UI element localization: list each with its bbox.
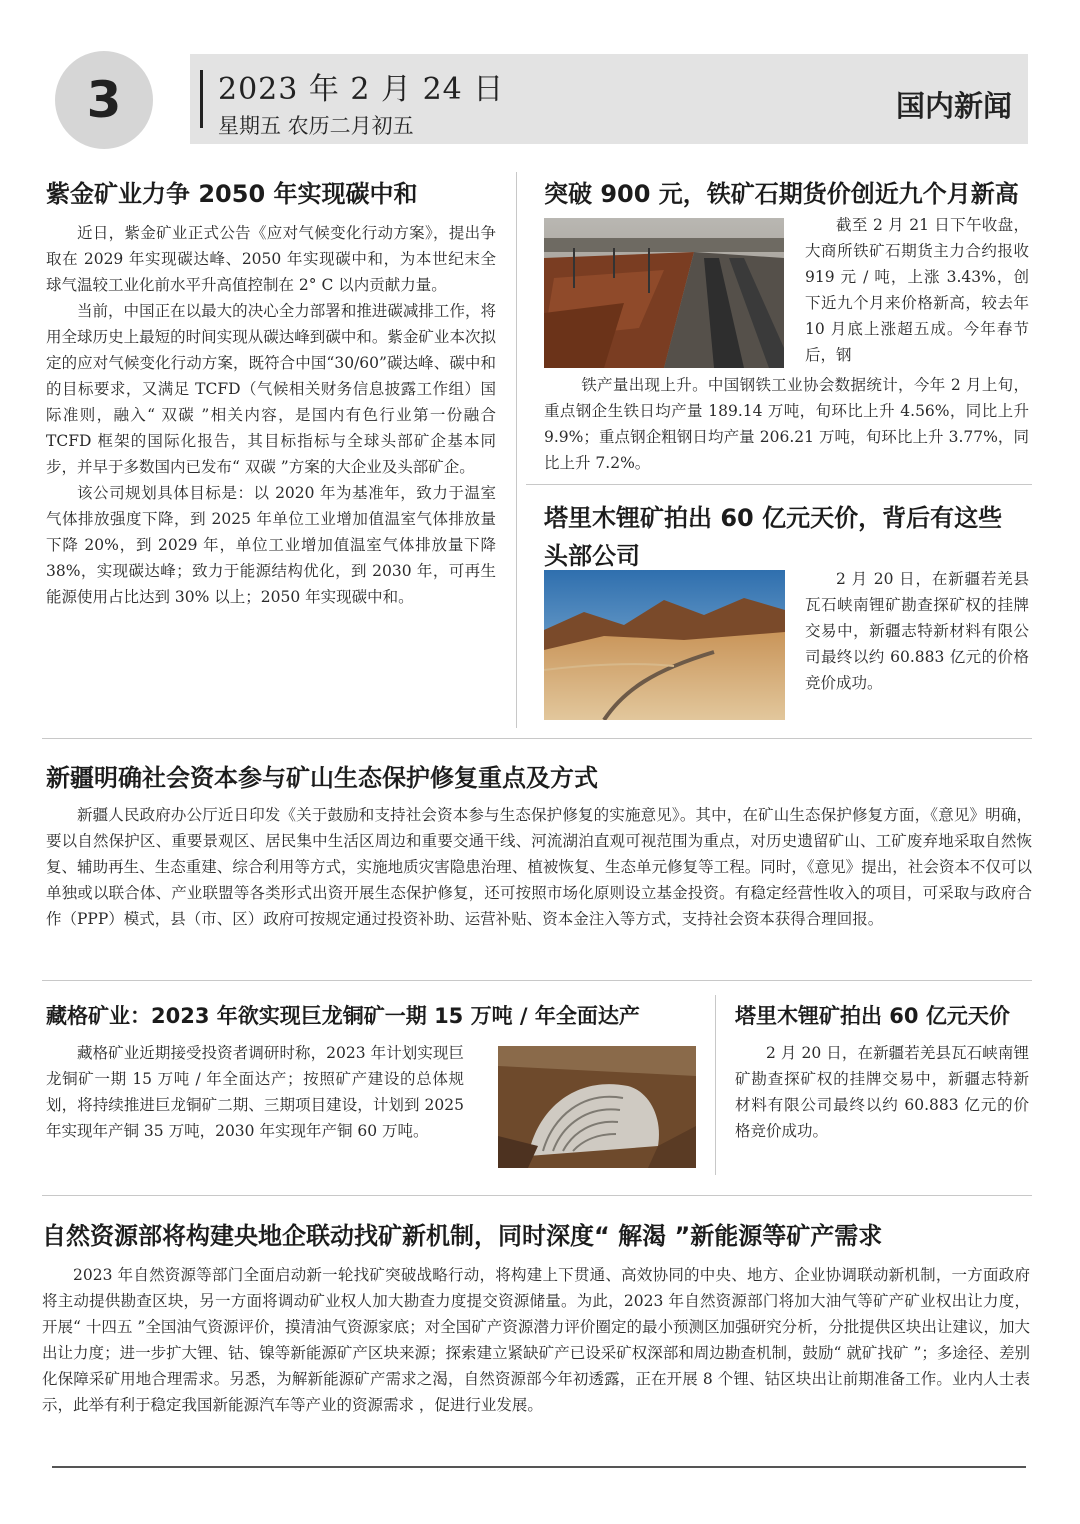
article3-title-line1: 塔里木锂矿拍出 60 亿元天价，背后有这些 — [544, 504, 1003, 532]
article6-title: 塔里木锂矿拍出 60 亿元天价 — [735, 1004, 1010, 1028]
article5-body — [46, 1040, 464, 1144]
article3-paragraph: 2 月 20 日，在新疆若羌县瓦石峡南锂矿勘查探矿权的挂牌交易中，新疆志特新材料有限公司最终以约 60.883 亿元的价格竞价成功。 — [805, 570, 1029, 692]
article5-paragraph: 藏格矿业近期接受投资者调研时称，2023 年计划实现巨龙铜矿一期 15 万吨 / 年全面达产；按照矿产建设的总体规划，将持续推进巨龙铜矿二期、三期项目建设，计划到 2025 年实现年产铜 35 万吨，2030 年实现年产铜 60 万吨。 — [46, 1044, 464, 1140]
article4-paragraph: 新疆人民政府办公厅近日印发《关于鼓励和支持社会资本参与生态保护修复的实施意见》。其中，在矿山生态保护修复方面，《意见》明确，要以自然保护区、重要景观区、居民集中生活区周边和重要交通干线、河流湖泊直观可视范围为重点，对历史遗留矿山、工矿废弃地采取自然恢复、辅助再生、生态重建、综合利用等方式，实施地质灾害隐患治理、植被恢复、生态单元修复等工程。同时，《意见》提出，社会资本不仅可以单独或以联合体、产业联盟等各类形式出资开展生态保护修复，还可按照市场化原则设立基金投资。有稳定经营性收入的项目，可采取与政府合作（PPP）模式，县（市、区）政府可按规定通过投资补助、运营补贴、资本金注入等方式，支持社会资本获得合理回报。 — [46, 806, 1032, 928]
page-number-badge — [55, 51, 153, 149]
article7-paragraph: 2023 年自然资源等部门全面启动新一轮找矿突破战略行动，将构建上下贯通、高效协同的中央、地方、企业协调联动新机制，一方面政府将主动提供勘查区块，另一方面将调动矿业权人加大勘查力度提交资源储量。为此，2023 年自然资源部门将加大油气等矿产矿业权出让力度，开展“ 十四五 ”全国油气资源评价，摸清油气资源家底；对全国矿产资源潜力评价圈定的最小预测区加强研究分析，分批提供区块出让建议，加大出让力度；进一步扩大锂、钴、镍等新能源矿产区块来源；探索建立紧缺矿产已设采矿权深部和周边勘查机制，鼓励“ 就矿找矿 ”；多途径、差别化保障采矿用地合理需求。另悉，为解新能源矿产需求之渴，自然资源部今年初透露，正在开展 8 个锂、钴区块出让前期准备工作。业内人士表示，此举有利于稳定我国新能源汽车等产业的资源需求 ，促进行业发展。 — [42, 1266, 1030, 1414]
article2-title: 突破 900 元，铁矿石期货价创近九个月新高 — [544, 180, 1019, 208]
section-title: 国内新闻 — [895, 89, 1012, 123]
article4-title: 新疆明确社会资本参与矿山生态保护修复重点及方式 — [46, 764, 598, 792]
page-number: 3 — [86, 71, 122, 129]
column-divider — [715, 995, 716, 1175]
article3-title-line2: 头部公司 — [544, 542, 640, 570]
section-divider — [42, 980, 1032, 981]
page-bottom-rule — [52, 1466, 1026, 1468]
header-divider — [200, 70, 203, 128]
article1-title: 紫金矿业力争 2050 年实现碳中和 — [46, 180, 418, 208]
section-divider — [526, 484, 1032, 485]
section-divider — [42, 1195, 1032, 1196]
article2-side-text — [805, 212, 1029, 368]
article3-body — [805, 566, 1029, 696]
article2-text-below — [544, 372, 1029, 476]
article1-paragraph: 当前，中国正在以最大的决心全力部署和推进碳减排工作，将用全球历史上最短的时间实现从碳达峰到碳中和。紫金矿业本次拟定的应对气候变化行动方案，既符合中国“30/60”碳达峰、碳中和的目标要求，又满足 TCFD（气候相关财务信息披露工作组）国际准则，融入“ 双碳 ”相关内容，是国内有色行业第一份融合 TCFD 框架的国际化报告，其目标指标与全球头部矿企基本同步，并早于多数国内已发布“ 双碳 ”方案的大企业及头部矿企。 — [46, 302, 496, 476]
iron-ore-port-photo — [544, 218, 784, 368]
article7-title: 自然资源部将构建央地企联动找矿新机制，同时深度“ 解渴 ”新能源等矿产需求 — [42, 1222, 883, 1250]
issue-date: 2023 年 2 月 24 日 — [218, 72, 505, 107]
article4-body — [46, 802, 1032, 932]
column-divider — [516, 172, 517, 728]
article2-paragraph-below: 铁产量出现上升。中国钢铁工业协会数据统计，今年 2 月上旬，重点钢企生铁日均产量 189.14 万吨，旬环比上升 4.56%，同比上升 9.9%；重点钢企粗钢日均产量 206.21 万吨，旬环比上升 3.77%，同比上升 7.2%。 — [544, 376, 1029, 472]
article1-paragraph: 该公司规划具体目标是：以 2020 年为基准年，致力于温室气体排放强度下降，到 2025 年单位工业增加值温室气体排放量下降 20%，到 2029 年，单位工业增加值温室气体排放量下降 38%，实现碳达峰；致力于能源结构优化，到 2030 年，可再生能源使用占比达到 30% 以上；2050 年实现碳中和。 — [46, 484, 496, 606]
article7-body — [42, 1262, 1030, 1418]
article6-body — [735, 1040, 1029, 1144]
article5-title: 藏格矿业：2023 年欲实现巨龙铜矿一期 15 万吨 / 年全面达产 — [46, 1004, 640, 1028]
article6-paragraph: 2 月 20 日，在新疆若羌县瓦石峡南锂矿勘查探矿权的挂牌交易中，新疆志特新材料有限公司最终以约 60.883 亿元的价格竞价成功。 — [735, 1044, 1029, 1140]
section-divider — [42, 738, 1032, 739]
desert-lithium-mine-photo — [544, 570, 785, 720]
issue-weekday-lunar: 星期五 农历二月初五 — [218, 114, 414, 138]
article1-body — [46, 220, 496, 610]
article2-paragraph-side: 截至 2 月 21 日下午收盘，大商所铁矿石期货主力合约报收 919 元 / 吨，上涨 3.43%，创下近九个月来价格新高，较去年 10 月底上涨超五成。今年春节后，钢 — [805, 216, 1029, 364]
copper-mine-photo — [498, 1046, 696, 1168]
article1-paragraph: 近日，紫金矿业正式公告《应对气候变化行动方案》，提出争取在 2029 年实现碳达峰、2050 年实现碳中和，为本世纪末全球气温较工业化前水平升高值控制在 2° C 以内贡献力量。 — [46, 224, 496, 294]
